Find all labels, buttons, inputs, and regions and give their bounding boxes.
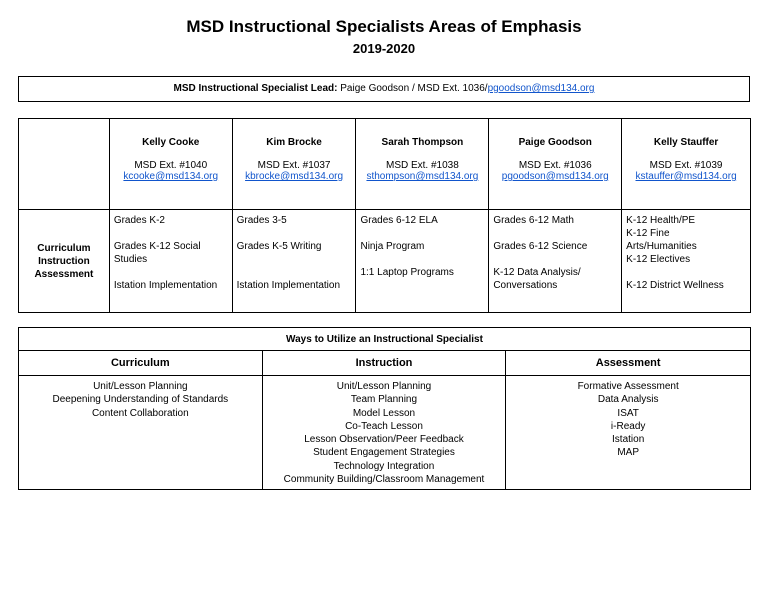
area-line xyxy=(493,253,617,266)
area-line: Grades 6-12 Math xyxy=(493,215,574,226)
specialist-email-link[interactable]: kbrocke@msd134.org xyxy=(245,171,344,182)
area-line: Ninja Program xyxy=(360,241,425,252)
specialists-header-row xyxy=(19,119,751,210)
specialist-name: Kelly Cooke xyxy=(142,137,200,148)
areas-cell xyxy=(356,210,489,313)
ways-curriculum-cell xyxy=(19,376,263,490)
specialist-ext: MSD Ext. #1040 xyxy=(134,160,208,171)
ways-item: Formative Assessment xyxy=(577,381,679,392)
area-line: Conversations xyxy=(493,280,558,291)
area-line: K-12 Fine xyxy=(626,228,670,239)
specialist-name: Sarah Thompson xyxy=(381,137,464,148)
area-line xyxy=(237,266,352,279)
ways-header-instruction: Instruction xyxy=(262,351,506,376)
area-line: K-12 Health/PE xyxy=(626,215,696,226)
lead-box xyxy=(18,76,750,102)
specialist-cell xyxy=(109,119,232,210)
specialist-ext: MSD Ext. #1038 xyxy=(385,160,459,171)
specialist-name: Kelly Stauffer xyxy=(653,137,719,148)
lead-label: MSD Instructional Specialist Lead: xyxy=(173,83,338,94)
area-line: Grades 3-5 xyxy=(236,215,287,226)
specialist-cell xyxy=(489,119,622,210)
area-line xyxy=(626,266,746,279)
ways-header-curriculum: Curriculum xyxy=(19,351,263,376)
empty-corner-cell xyxy=(19,119,110,210)
area-line: Grades 6-12 Science xyxy=(493,241,588,252)
area-line xyxy=(360,227,484,240)
area-line xyxy=(114,227,228,240)
area-line: Studies xyxy=(113,254,148,265)
area-line: K-12 District Wellness xyxy=(626,280,724,291)
row-label-instruction: Instruction xyxy=(38,255,90,267)
ways-item: Community Building/Classroom Management xyxy=(283,474,485,486)
lead-name: Paige Goodson xyxy=(340,83,410,94)
row-label-cell xyxy=(19,210,110,313)
area-line: 1:1 Laptop Programs xyxy=(360,267,454,278)
ways-header-assessment: Assessment xyxy=(506,351,751,376)
ways-item: Student Engagement Strategies xyxy=(313,447,455,459)
area-line: Grades 6-12 ELA xyxy=(360,215,438,226)
ways-item: Team Planning xyxy=(350,394,418,406)
ways-item: Data Analysis xyxy=(597,394,659,406)
lead-email-link[interactable]: pgoodson@msd134.org xyxy=(487,83,595,94)
ways-instruction-cell xyxy=(262,376,506,490)
school-year: 2019-2020 xyxy=(352,41,416,56)
ways-item: Technology Integration xyxy=(333,460,435,472)
ways-item: Co-Teach Lesson xyxy=(345,420,423,432)
areas-cell xyxy=(232,210,356,313)
lead-ext: / MSD Ext. 1036/ xyxy=(411,83,488,94)
row-label-assessment: Assessment xyxy=(34,268,94,280)
ways-item: ISAT xyxy=(617,407,639,419)
specialist-ext: MSD Ext. #1039 xyxy=(649,160,723,171)
ways-item: Istation xyxy=(612,434,645,446)
ways-title-row xyxy=(19,328,751,351)
area-line: Arts/Humanities xyxy=(626,241,697,252)
ways-header-row xyxy=(19,351,751,376)
area-line xyxy=(237,227,352,240)
row-label-curriculum: Curriculum xyxy=(37,242,91,254)
area-line: Istation Implementation xyxy=(236,280,341,291)
specialist-email-link[interactable]: pgoodson@msd134.org xyxy=(501,171,609,182)
ways-title: Ways to Utilize an Instructional Specialist xyxy=(19,328,751,351)
area-line: Grades K-5 Writing xyxy=(236,241,322,252)
area-line xyxy=(237,253,352,266)
specialist-email-link[interactable]: kstauffer@msd134.org xyxy=(635,171,737,182)
area-line: K-12 Data Analysis/ xyxy=(493,267,581,278)
ways-table xyxy=(18,327,751,490)
areas-row xyxy=(19,210,751,313)
ways-item: Unit/Lesson Planning xyxy=(336,381,432,392)
area-line xyxy=(114,266,228,279)
ways-item: Lesson Observation/Peer Feedback xyxy=(304,434,464,446)
area-line: K-12 Electives xyxy=(626,254,691,265)
ways-item: Model Lesson xyxy=(352,407,416,419)
specialist-name: Kim Brocke xyxy=(266,137,322,148)
area-line: Grades K-2 xyxy=(113,215,165,226)
areas-cell xyxy=(109,210,232,313)
areas-cell xyxy=(489,210,622,313)
ways-item: Content Collaboration xyxy=(91,407,189,419)
ways-item: Deepening Understanding of Standards xyxy=(52,394,229,406)
area-line xyxy=(360,253,484,266)
ways-item: Unit/Lesson Planning xyxy=(93,381,188,392)
specialist-ext: MSD Ext. #1037 xyxy=(257,160,331,171)
areas-cell xyxy=(622,210,751,313)
ways-assessment-cell xyxy=(506,376,751,490)
area-line: Istation Implementation xyxy=(113,280,218,291)
area-line xyxy=(493,227,617,240)
specialist-name: Paige Goodson xyxy=(518,137,592,148)
ways-body-row xyxy=(19,376,751,490)
specialist-ext: MSD Ext. #1036 xyxy=(518,160,592,171)
specialist-email-link[interactable]: kcooke@msd134.org xyxy=(123,171,219,182)
page-title: MSD Instructional Specialists Areas of Emphasis xyxy=(186,17,582,36)
specialist-cell xyxy=(232,119,356,210)
ways-item: i-Ready xyxy=(610,420,646,432)
specialist-cell xyxy=(356,119,489,210)
ways-item: MAP xyxy=(617,447,639,459)
specialist-cell xyxy=(622,119,751,210)
area-line xyxy=(360,279,484,292)
area-line: Grades K-12 Social xyxy=(113,241,201,252)
specialist-email-link[interactable]: sthompson@msd134.org xyxy=(366,171,479,182)
specialists-table xyxy=(18,118,751,313)
